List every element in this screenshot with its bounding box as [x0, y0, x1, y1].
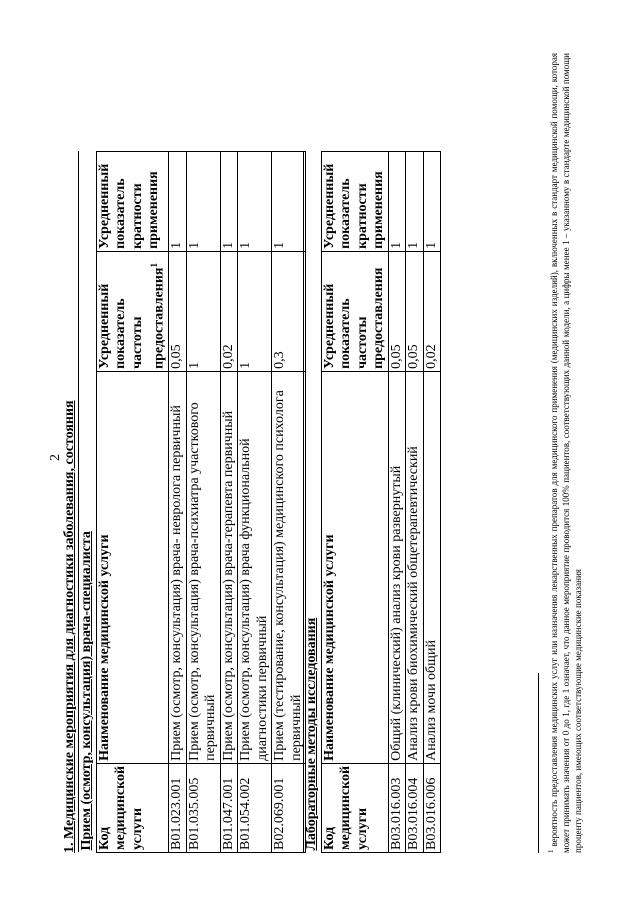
- cell-name: Прием (осмотр, консультация) врача-терапевта первичный: [220, 371, 238, 763]
- table-row: [272, 151, 306, 852]
- cell-name: Анализ крови биохимический общетерапевтический: [406, 371, 424, 763]
- cell-code: B01.023.001: [169, 763, 187, 852]
- cell-code: B03.016.004: [406, 763, 424, 852]
- cell-frequency: 1: [238, 251, 272, 371]
- group-heading: Лабораторные методы исследования: [304, 151, 322, 852]
- cell-code: B01.035.005: [186, 763, 220, 852]
- cell-frequency: 0,05: [406, 251, 424, 371]
- cell-multiplicity: 1: [169, 151, 187, 251]
- table-row: [169, 151, 187, 852]
- cell-name: Прием (осмотр, консультация) врача- невролога первичный: [169, 371, 187, 763]
- header-name: Наименование медицинской услуги: [96, 371, 169, 763]
- table-row: [238, 151, 272, 852]
- cell-frequency: 0,02: [220, 251, 238, 371]
- header-code: Код медицинской услуги: [96, 763, 169, 852]
- footnote-text: вероятность предоставления медицинских услуг или назначения лекарственных препаратов для медицинского применения (медицинских изделий), включенных в стандарт медицинской помощи, которая может принимать значения от 0 до 1, где 1 означает, что данное мероприятие проводится 100% пациентов, соответствующих данной модели, а цифры менее 1 – указанному в стандарте медицинской помощи проценту пациентов, имеющих соответствующие медицинские показания: [549, 52, 583, 853]
- cell-multiplicity: 1: [272, 151, 306, 251]
- header-multiplicity: Усредненный показатель кратности применения: [96, 151, 169, 251]
- cell-frequency: 0,05: [388, 251, 406, 371]
- table-row: [220, 151, 238, 852]
- cell-frequency: 0,3: [272, 251, 306, 371]
- header-multiplicity: Усредненный показатель кратности применения: [321, 151, 388, 251]
- footnote-mark: 1: [547, 849, 555, 853]
- cell-multiplicity: 1: [238, 151, 272, 251]
- cell-name: Общий (клинический) анализ крови развернутый: [388, 371, 406, 763]
- page-number: 2: [48, 454, 63, 461]
- header-code: Код медицинской услуги: [321, 763, 388, 852]
- footnote-separator: [538, 673, 539, 853]
- table-row: [388, 151, 406, 852]
- cell-multiplicity: 1: [406, 151, 424, 251]
- table-header-row: [321, 151, 388, 852]
- table-laboratory-methods: [303, 151, 441, 853]
- cell-name: Прием (осмотр, консультация) врача-психиатра участкового первичный: [186, 371, 220, 763]
- cell-multiplicity: 1: [423, 151, 441, 251]
- header-frequency-text: Усредненный показатель частоты предоставления: [96, 267, 167, 369]
- section-heading: 1. Медицинские мероприятия для диагностики заболевания, состояния: [62, 400, 77, 853]
- table-row: [423, 151, 441, 852]
- cell-name: Прием (тестирование, консультация) медицинского психолога первичный: [272, 371, 306, 763]
- cell-multiplicity: 1: [388, 151, 406, 251]
- cell-code: B01.054.002: [238, 763, 272, 852]
- cell-code: B03.016.006: [423, 763, 441, 852]
- cell-frequency: 0,02: [423, 251, 441, 371]
- footnote-mark: 1: [149, 263, 159, 268]
- group-heading: Прием (осмотр, консультация) врача-специалиста: [79, 151, 97, 852]
- cell-code: B02.069.001: [272, 763, 306, 852]
- cell-code: B01.047.001: [220, 763, 238, 852]
- cell-name: Прием (осмотр, консультация) врача функциональной диагностики первичный: [238, 371, 272, 763]
- table-header-row: [96, 151, 169, 852]
- footnote: [545, 53, 584, 853]
- table-specialist-consultations: [78, 151, 306, 853]
- table-row: [186, 151, 220, 852]
- cell-frequency: 1: [186, 251, 220, 371]
- header-frequency: Усредненный показатель частоты предоставления: [321, 251, 388, 371]
- table-row: [406, 151, 424, 852]
- cell-name: Анализ мочи общий: [423, 371, 441, 763]
- cell-frequency: 0,05: [169, 251, 187, 371]
- header-name: Наименование медицинской услуги: [321, 371, 388, 763]
- group-heading-row: [304, 151, 322, 852]
- cell-multiplicity: 1: [186, 151, 220, 251]
- cell-code: B03.016.003: [388, 763, 406, 852]
- group-heading-row: [79, 151, 97, 852]
- header-frequency: [96, 251, 169, 371]
- cell-multiplicity: 1: [220, 151, 238, 251]
